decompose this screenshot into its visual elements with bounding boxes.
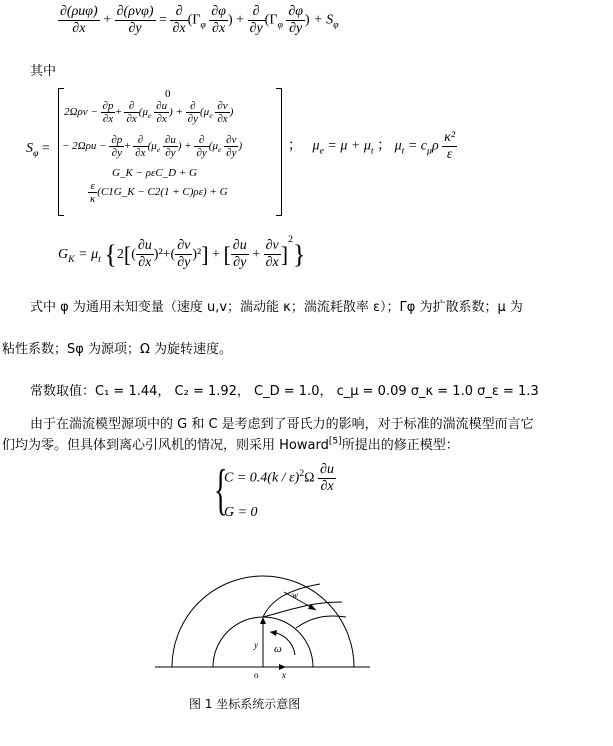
equals-sign: =: [159, 12, 167, 28]
rhs1-op-den: ∂x: [172, 21, 186, 36]
rhs1-gamma: (Γ: [187, 12, 201, 28]
figure-omega-arrowhead: [270, 630, 277, 636]
rhs1-num: ∂φ: [211, 4, 226, 19]
figure-label-y: y: [254, 640, 258, 650]
howard-reference[interactable]: [5]: [328, 436, 342, 447]
rhs2-gamma-sub: φ: [277, 19, 283, 31]
rhs1-close: ): [227, 12, 233, 28]
rhs2-gamma: (Γ: [264, 12, 278, 28]
source-row4: $\frac{\varepsilon}{\kappa}$ (C1G_K − C2(1 + C)ρε) + G: [90, 180, 228, 205]
source-term-sub: φ: [333, 19, 339, 31]
para2-line2: 们均为零。但具体到离心引风机的情况，则采用 Howard[5]所提出的修正模型：: [2, 436, 459, 453]
mu-definitions: ； $\mu_e = \mu + \mu_t$ ； $\mu_t = c_\mu\rho$ $\frac{\text{κ²}}{\varepsilon}$: [288, 130, 456, 162]
howard-g-equation: G = 0: [224, 505, 258, 520]
source-row2: − 2Ωρu − $\frac{\partial p}{\partial y}$ + $\frac{\partial}{\partial x}$ ($\mu_e$ $\frac{\partial u}{\partial y}$ ) + $\frac{\partial}{\partial y}$ ($\mu_e$ $\frac{\partial v}{\partial y}$ ): [62, 134, 243, 159]
howard-brace: {: [214, 459, 228, 521]
figure-caption: 图 1 坐标系统示意图: [189, 697, 301, 711]
figure-y-arrowhead: [260, 617, 266, 624]
rhs2-den: ∂y: [289, 21, 303, 36]
source-row0: 0: [165, 88, 171, 100]
source-bracket-right: [276, 88, 282, 216]
rhs2-num: ∂φ: [288, 4, 304, 19]
main-equation: $\frac{\text{∂(ρuφ)}}{\partial x}$ + $\frac{\text{∂(ρvφ)}}{\partial y}$ = $\frac{\partial}{\partial x}$ ($\Gamma_\varphi$ $\frac{\partial\varphi}{\partial x}$ ) + $\frac{\partial}{\partial y}$ ($\Gamma_\varphi$ $\frac{\partial\varphi}{\partial y}$ ) + $S_\varphi$: [60, 4, 339, 36]
figure-label-o: o: [254, 670, 259, 680]
figure-coordinate-system: [0, 560, 613, 700]
lhs2-den: ∂y: [128, 21, 142, 36]
para2-line1: 由于在湍流模型源项中的 G 和 C 是考虑到了哥氏力的影响，对于标准的湍流模型而言它: [30, 417, 534, 432]
lhs2-num: ∂(ρvφ): [116, 4, 154, 19]
figure-blade-1: [263, 584, 320, 617]
rhs1-op-num: ∂: [170, 4, 187, 21]
qizhong-label: 其中: [30, 64, 57, 79]
source-label: $S_\varphi$ =: [26, 141, 50, 159]
rhs1-den: ∂x: [212, 21, 226, 36]
howard-c-equation: C = 0.4(k / ε)$^2$Ω $\frac{\partial u}{\partial x}$: [224, 462, 334, 494]
source-row3: G_K − ρεC_D + G: [112, 167, 197, 179]
source-row1: 2Ωρv − $\frac{\partial p}{\partial x}$ + $\frac{\partial}{\partial x}$ ($\mu_e$ $\frac{\partial u}{\partial x}$ ) + $\frac{\partial}{\partial y}$ ($\mu_e$ $\frac{\partial v}{\partial x}$ ): [64, 100, 234, 125]
figure-blade-3: [296, 616, 346, 628]
source-term: + S: [313, 12, 334, 28]
figure-blade-2: [263, 602, 342, 617]
para1-line1: 式中 φ 为通用未知变量（速度 u,v；湍动能 κ；湍流耗散率 ε）；Γφ 为扩散系数；μ 为: [30, 300, 523, 315]
gk-equation: $G_K = \mu_t$ {2[( $\frac{\partial u}{\partial x}$ )²+( $\frac{\partial v}{\partial y}$ )²] + [ $\frac{\partial u}{\partial y}$ + $\frac{\partial v}{\partial x}$ ]$^2$}: [58, 234, 306, 271]
rhs2-op-num: ∂: [248, 4, 265, 21]
lhs1-num: ∂(ρuφ): [60, 4, 98, 19]
rhs2-close: ): [305, 12, 310, 28]
lhs1-den: ∂x: [72, 21, 86, 36]
para1-line2: 粘性系数；Sφ 为源项；Ω 为旋转速度。: [2, 342, 233, 357]
figure-label-omega: ω: [274, 643, 282, 655]
figure-label-x: x: [282, 670, 286, 680]
figure-label-w: w: [292, 590, 299, 600]
rhs2-op-den: ∂y: [249, 21, 263, 36]
rhs1-gamma-sub: φ: [200, 19, 206, 31]
constants-line: 常数取值：C₁ = 1.44， C₂ = 1.92， C_D = 1.0， c_μ = 0.09 σ_κ = 1.0 σ_ε = 1.3: [30, 384, 539, 399]
